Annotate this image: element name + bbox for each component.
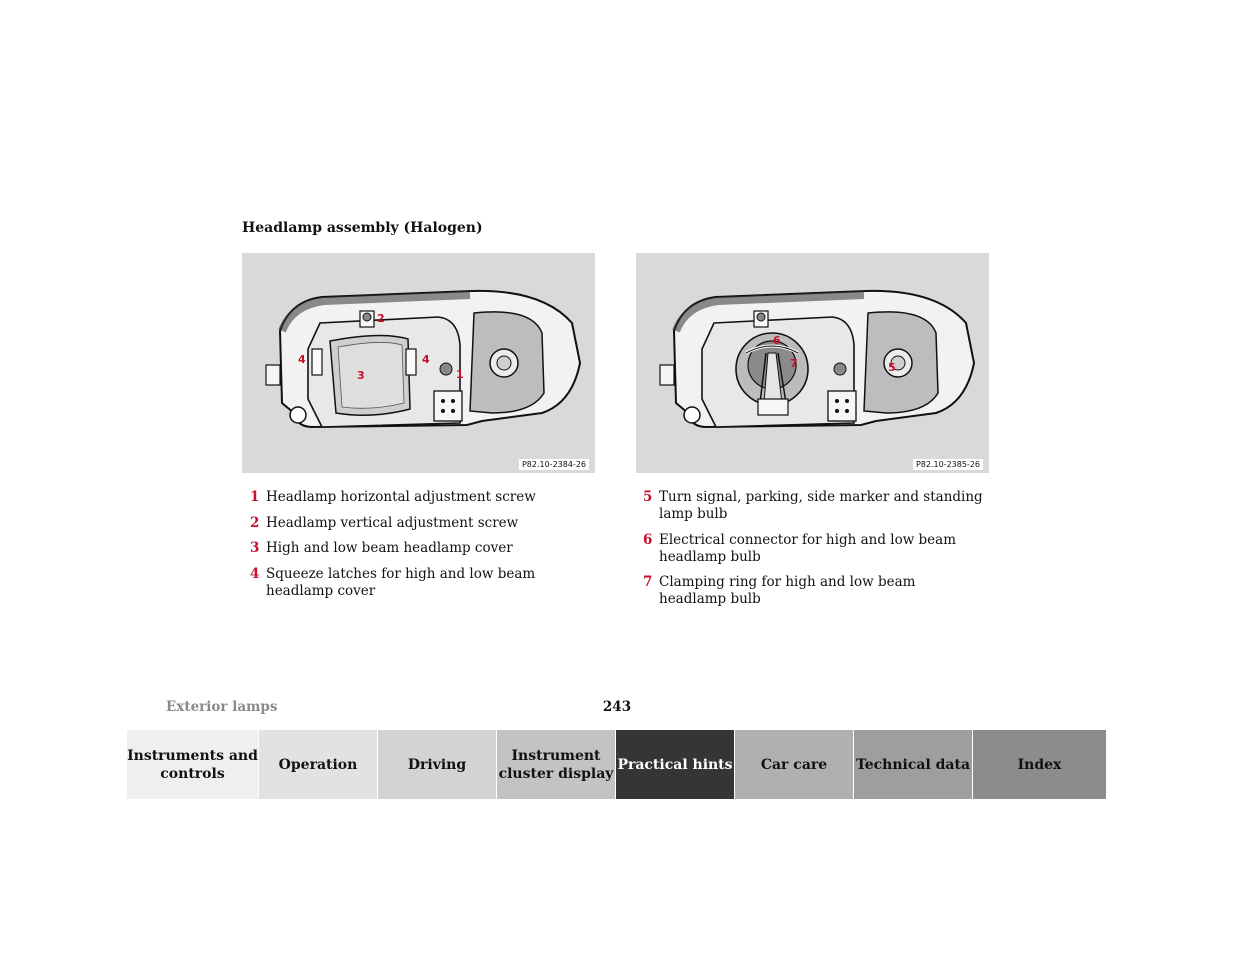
callout-2: 2 xyxy=(377,312,385,325)
page-number: 243 xyxy=(602,699,632,715)
nav-tab-car-care[interactable]: Car care xyxy=(735,730,854,799)
legend-item: 4 Squeeze latches for high and low beam headlamp cover xyxy=(250,565,536,599)
callout-1: 1 xyxy=(456,368,464,381)
headlamp-figure-bulb xyxy=(636,253,989,473)
section-title: Headlamp assembly (Halogen) xyxy=(242,220,483,236)
callout-5: 5 xyxy=(888,361,896,374)
callout-4-left: 4 xyxy=(298,353,306,366)
headlamp-illustration-cover xyxy=(242,253,595,473)
legend-item: 7 Clamping ring for high and low beam headlamp bulb xyxy=(643,574,916,607)
figure-code: P82.10-2384-26 xyxy=(519,459,589,470)
nav-tab-practical-hints[interactable]: Practical hints xyxy=(616,730,735,799)
nav-tab-technical-data[interactable]: Technical data xyxy=(854,730,973,799)
footer-section-name: Exterior lamps xyxy=(166,699,278,715)
legend-item: 3 High and low beam headlamp cover xyxy=(250,540,513,556)
nav-tab-instruments-and-controls[interactable]: Instruments and controls xyxy=(127,730,259,799)
legend-right xyxy=(635,489,985,617)
headlamp-figure-cover xyxy=(242,253,595,473)
legend-item: 2 Headlamp vertical adjustment screw xyxy=(250,514,519,531)
callout-6: 6 xyxy=(773,334,781,347)
nav-tab-instrument-cluster-display[interactable]: Instrument cluster display xyxy=(497,730,616,799)
callout-3: 3 xyxy=(357,369,365,382)
nav-tab-operation[interactable]: Operation xyxy=(259,730,378,799)
callout-7: 7 xyxy=(790,357,798,370)
legend-left xyxy=(242,489,592,608)
legend-item: 1 Headlamp horizontal adjustment screw xyxy=(250,489,536,505)
figure-code: P82.10-2385-26 xyxy=(913,459,983,470)
chapter-nav xyxy=(127,730,1106,799)
nav-tab-driving[interactable]: Driving xyxy=(378,730,497,799)
callout-4-right: 4 xyxy=(422,353,430,366)
headlamp-illustration-bulb xyxy=(636,253,989,473)
nav-tab-index[interactable]: Index xyxy=(973,730,1106,799)
legend-item: 6 Electrical connector for high and low beam headlamp bulb xyxy=(643,531,957,565)
legend-item: 5 Turn signal, parking, side marker and standing lamp bulb xyxy=(643,489,983,522)
